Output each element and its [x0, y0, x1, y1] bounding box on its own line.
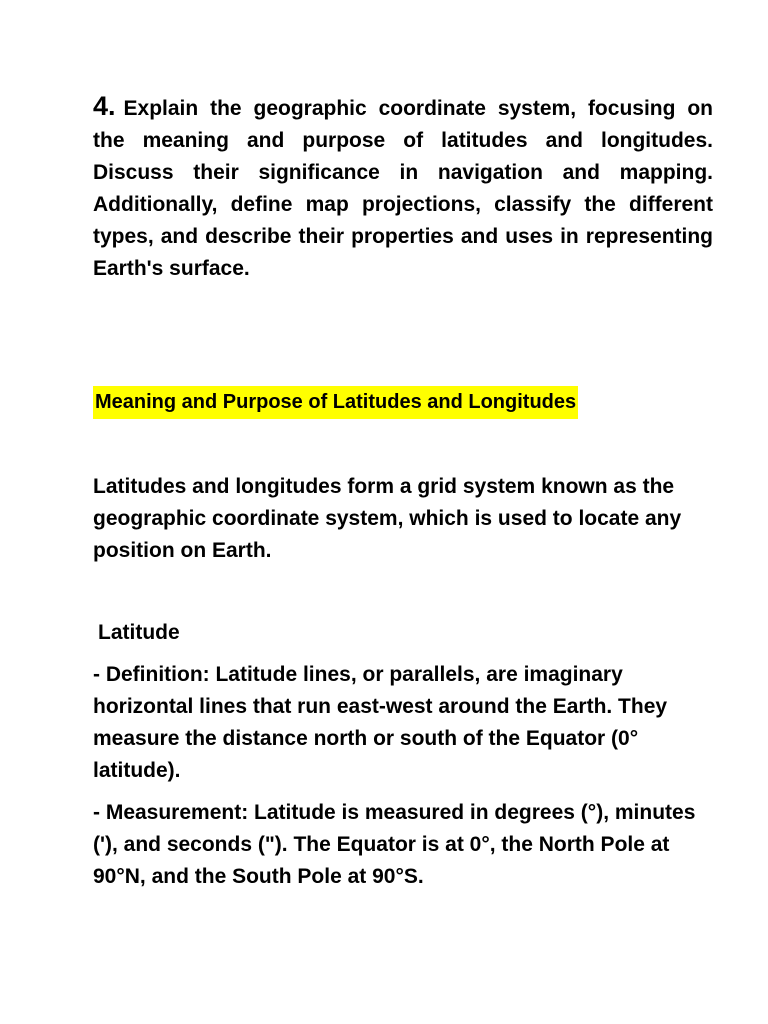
question-text: Explain the geographic coordinate system, focusing on the meaning and purpose of latitudes and longitudes. Discuss their significance in navigation and mapping. Additionally, define map projections, classify the different types, and describe their properties and uses in representing Earth's surface.	[93, 97, 713, 280]
question-number: 4.	[93, 91, 116, 121]
question-paragraph	[93, 90, 713, 285]
latitude-definition: - Definition: Latitude lines, or parallels, are imaginary horizontal lines that run east-west around the Earth. They measure the distance north or south of the Equator (0° latitude).	[93, 663, 668, 782]
latitude-measurement: - Measurement: Latitude is measured in degrees (°), minutes ('), and seconds ("). The Equator is at 0°, the North Pole at 90°N, and the South Pole at 90°S.	[93, 801, 696, 888]
section-heading: Meaning and Purpose of Latitudes and Longitudes	[93, 386, 578, 419]
latitude-subheading: Latitude	[98, 621, 180, 644]
intro-paragraph: Latitudes and longitudes form a grid system known as the geographic coordinate system, which is used to locate any position on Earth.	[93, 475, 682, 562]
